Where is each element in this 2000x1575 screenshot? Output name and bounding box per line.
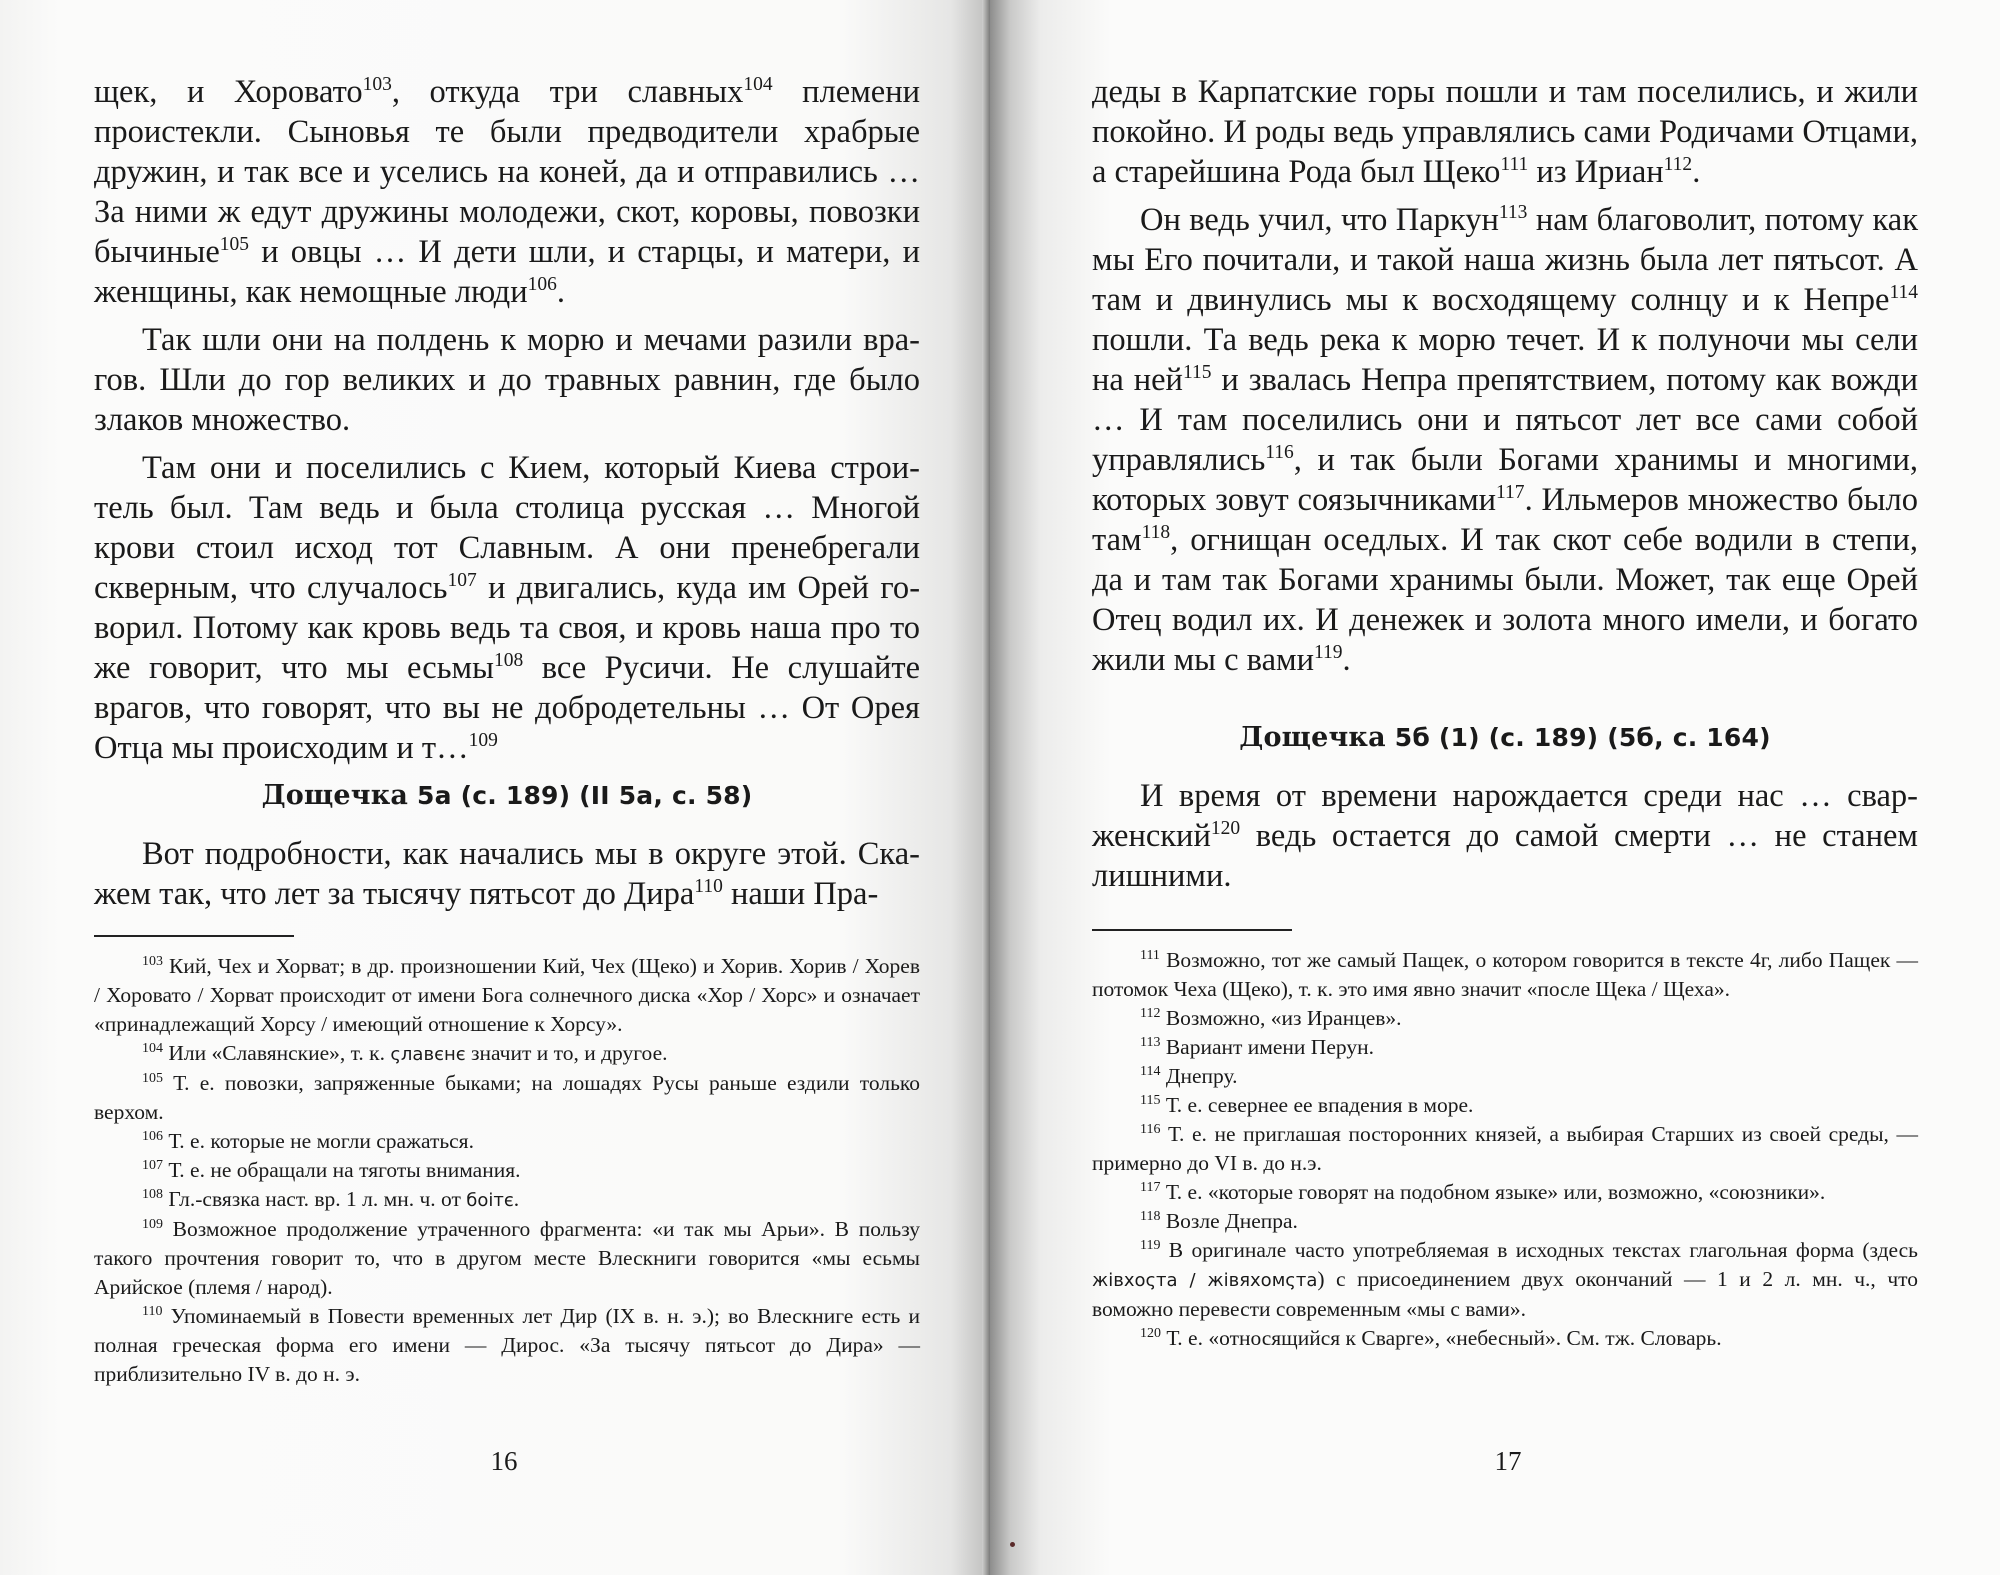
footnote-ref[interactable]: 120 xyxy=(1210,818,1241,840)
footnote: $^{116}$ Т. е. не приглашая посторонних князей, а выбирая Старших из своей среды, — примерно до VI в. до н.э. xyxy=(1092,1121,1919,1175)
footnote-ref[interactable]: 115 xyxy=(1182,362,1212,384)
footnote-ref[interactable]: 116 xyxy=(1265,442,1294,464)
section-heading: Дощечка 5б (1) (с. 189) (5б, с. 164) xyxy=(1239,722,1771,753)
footnote: $^{117}$ Т. е. «которые говорят на подобном языке» или, возможно, «союзники». xyxy=(1140,1179,1826,1204)
section-heading: Дощечка 5а (с. 189) (II 5а, с. 58) xyxy=(261,780,753,811)
footnote: $^{104}$ Или «Славянские», т. к. ςлавєнє значит и то, и другое. xyxy=(142,1040,668,1065)
footnote-ref[interactable]: 105 xyxy=(219,234,250,256)
footnote-ref[interactable]: 104 xyxy=(743,74,773,96)
old-script-word: жівхоςта / жівяхомςта xyxy=(1092,1270,1318,1291)
right-body xyxy=(1092,72,1918,680)
left-footnotes xyxy=(94,952,920,1389)
footnote-ref[interactable]: 110 xyxy=(694,876,723,898)
footnote-ref[interactable]: 109 xyxy=(468,730,498,752)
footnote-divider xyxy=(94,935,920,937)
footnote: $^{105}$ Т. е. повозки, запряженные быками; на лошадях Русы раньше ездили только верхом. xyxy=(94,1070,920,1124)
footnote-ref[interactable]: 113 xyxy=(1498,202,1528,224)
footnote: $^{111}$ Возможно, тот же самый Пащек, о котором говорится в тексте 4г, либо Пащек — потомок Чеха (Щеко), т. к. это имя явно значит «после Щека / Щеха». xyxy=(1092,947,1919,1001)
page-number: 17 xyxy=(1494,1446,1522,1476)
paragraph: деды в Карпатские горы пошли и там поселились, и жили покойно. И роды ведь управлялись сами Родичами Отцами, а старейшина Рода был Щеко$^{111}$ из Ириан$^{112}$. xyxy=(1092,74,1918,190)
footnote: $^{109}$ Возможное продолжение утраченного фрагмента: «и так мы Арьи». В пользу такого прочтения говорит то, что в другом месте Влескниги говорится «мы есьмы Арийское (племя / народ). xyxy=(94,1216,920,1299)
paragraph: И время от времени нарождается среди нас … сварженский$^{120}$ ведь остается до самой смерти … не станем лишними. xyxy=(1092,778,1918,894)
footnote: $^{118}$ Возле Днепра. xyxy=(1140,1208,1298,1233)
footnote-ref[interactable]: 118 xyxy=(1141,522,1171,544)
footnote: $^{114}$ Днепру. xyxy=(1140,1063,1238,1088)
right-footnotes xyxy=(1092,946,1918,1353)
footnote: $^{113}$ Вариант имени Перун. xyxy=(1140,1034,1374,1059)
heading-word: Дощечка xyxy=(1239,722,1386,753)
footnote: $^{103}$ Кий, Чех и Хорват; в др. произношении Кий, Чех (Щеко) и Хорив. Хорив / Хорев / Хоровато / Хорват происходит от имени Бога солнечного диска «Хор / Хорс» и означает «принадлежащий Хорсу / имеющий отношение к Хорсу». xyxy=(94,953,921,1036)
footnote: $^{107}$ Т. е. не обращали на тяготы внимания. xyxy=(142,1157,521,1182)
paragraph: Вот подробности, как начались мы в округе этой. Скажем так, что лет за тысячу пятьсот до Дира$^{110}$ наши Пра- xyxy=(94,836,920,912)
footnote-ref[interactable]: 119 xyxy=(1313,642,1343,664)
left-page xyxy=(0,0,990,1575)
paragraph: Там они и поселились с Кием, который Киева строитель был. Там ведь и была столица русская … Многой крови стоил исход тот Славным. А они пренебрегали скверным, что случалось$^{107}$ и двигались, куда им Орей говорил. Потому как кровь ведь та своя, и кровь наша про то же говорит, что мы есьмы$^{108}$ все Русичи. Не слушайте врагов, что говорят, что вы не добродетельны … От Орея Отца мы происходим и т…$^{109}$ xyxy=(94,450,921,766)
scan-speck xyxy=(1010,1542,1015,1547)
paragraph: Так шли они на полдень к морю и мечами разили врагов. Шли до гор великих и до травных равнин, где было злаков множество. xyxy=(94,322,920,438)
footnote-divider xyxy=(1092,929,1918,931)
footnote: $^{110}$ Упоминаемый в Повести временных лет Дир (IX в. н. э.); во Влескниге есть и полная греческая форма его имени — Дирос. «За тысячу пятьсот до Дира» — приблизительно IV в. до н. э. xyxy=(94,1303,921,1386)
heading-word: Дощечка xyxy=(261,780,409,811)
paragraph: щек, и Хоровато$^{103}$, откуда три славных$^{104}$ племени проистекли. Сыновья те были предводители храбрые дружин, и так все и уселись на коней, да и отправились … За ними ж едут дружины молодежи, скот, коровы, повозки бычиные$^{105}$ и овцы … И дети шли, и старцы, и матери, и женщины, как немощные люди$^{106}$. xyxy=(94,74,920,310)
footnote-ref[interactable]: 111 xyxy=(1500,154,1529,176)
footnote-ref[interactable]: 112 xyxy=(1663,154,1693,176)
footnote-ref[interactable]: 114 xyxy=(1889,282,1918,304)
right-section-body xyxy=(1092,776,1918,896)
footnote: $^{119}$ В оригинале часто употребляемая в исходных текстах глагольная форма (здесь жівхоςта / жівяхомςта) с присоединением двух окончаний — 1 и 2 л. мн. ч., что воможно перевести современным «мы с вами». xyxy=(1092,1237,1918,1321)
footnote: $^{120}$ Т. е. «относящийся к Сварге», «небесный». См. тж. Словарь. xyxy=(1140,1325,1722,1350)
footnote: $^{108}$ Гл.-связка наст. вр. 1 л. мн. ч. от бᴏітє. xyxy=(142,1186,520,1211)
footnote: $^{115}$ Т. е. севернее ее впадения в море. xyxy=(1140,1092,1474,1117)
footnote-ref[interactable]: 103 xyxy=(362,74,392,96)
paragraph: Он ведь учил, что Паркун$^{113}$ нам благоволит, потому как мы Его почитали, и такой наша жизнь была лет пятьсот. А там и двинулись мы к восходящему солнцу и к Непре$^{114}$ пошли. Та ведь река к морю течет. И к полуночи мы сели на ней$^{115}$ и звалась Непра препятствием, потому как вожди … И там поселились они и пятьсот лет все сами собой управлялись$^{116}$, и так были Богами хранимы и многими, которых зовут соязычниками$^{117}$. Ильмеров множество было там$^{118}$, огнищан оседлых. И так скот себе водили в степи, да и там так Богами хранимы были. Может, так еще Орей Отец водил их. И денежек и золота много имели, и богато жили мы с вами$^{119}$. xyxy=(1092,202,1918,678)
footnote: $^{106}$ Т. е. которые не могли сражаться. xyxy=(142,1128,474,1153)
left-body xyxy=(94,72,920,768)
left-section-body xyxy=(94,834,920,914)
footnote-ref[interactable]: 107 xyxy=(447,570,477,592)
old-script-word: бᴏітє xyxy=(466,1190,514,1211)
page-number: 16 xyxy=(490,1446,518,1476)
footnote-ref[interactable]: 108 xyxy=(493,650,524,672)
footnote-ref[interactable]: 117 xyxy=(1496,482,1525,504)
old-script-word: ςлавєнє xyxy=(390,1044,466,1065)
footnote: $^{112}$ Возможно, «из Иранцев». xyxy=(1140,1005,1402,1030)
footnote-ref[interactable]: 106 xyxy=(527,274,557,296)
